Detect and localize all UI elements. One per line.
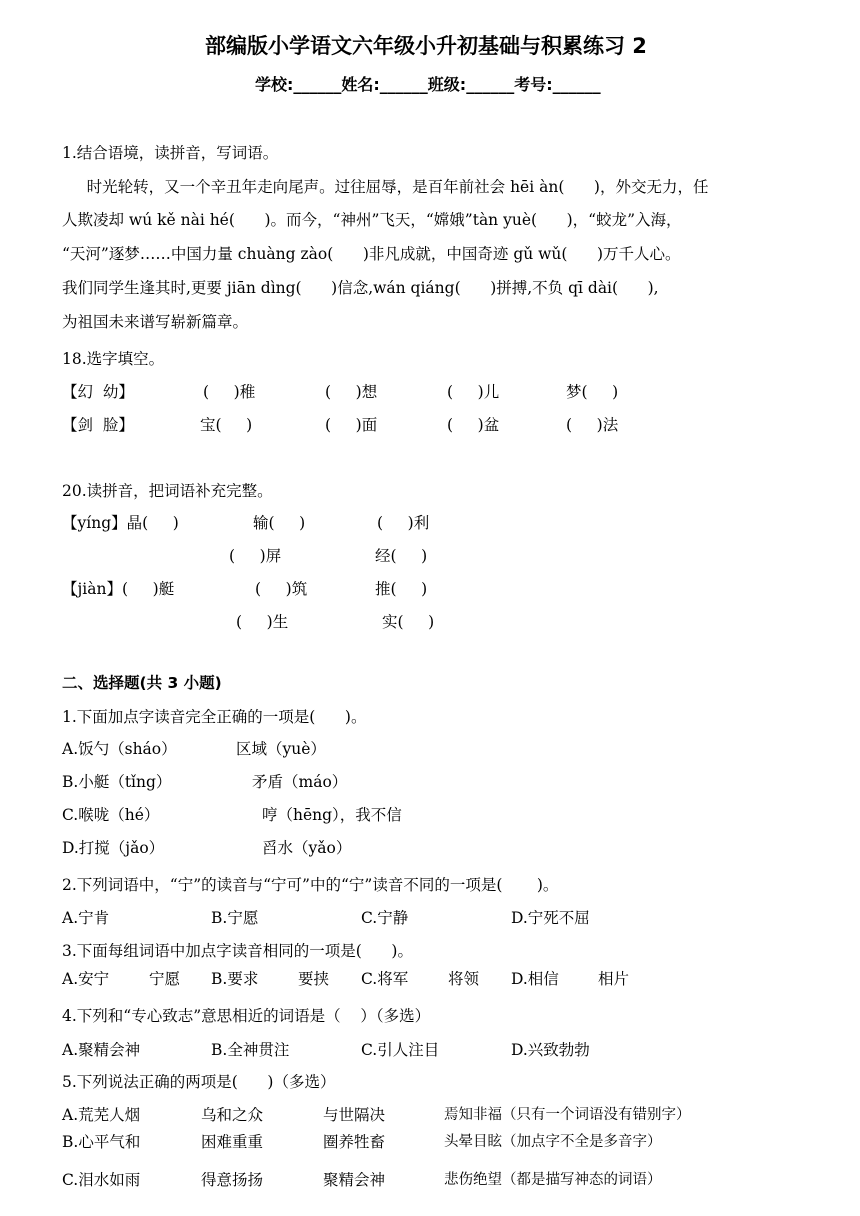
q18-blank: 梦( ) bbox=[566, 383, 619, 401]
q20-blank: 输( ) bbox=[253, 514, 306, 532]
q1-line-2: 人欺凌却 wú kě nài hé( )。而今，“神州”飞天，“嫦娥”tàn yuè( )，“蛟龙”入海， bbox=[62, 211, 682, 229]
s2-q2-stem: 2.下列词语中，“宁”的读音与“宁可”中的“宁”读音不同的一项是( )。 bbox=[62, 876, 559, 894]
s2-q1-option: 区域（yuè） bbox=[236, 740, 326, 758]
q1-line-5: 为祖国未来谱写崭新篇章。 bbox=[62, 313, 249, 331]
s2-q5-option: 乌和之众 bbox=[201, 1106, 264, 1124]
q20-blank: ( )生 bbox=[236, 613, 289, 631]
s2-q4-option: D.兴致勃勃 bbox=[511, 1041, 590, 1059]
s2-q5-option: 头晕目眩（加点字不全是多音字） bbox=[444, 1134, 662, 1150]
s2-q4-option: C.引人注目 bbox=[361, 1041, 440, 1059]
s2-q1-option: 舀水（yǎo） bbox=[262, 839, 352, 857]
s2-q5-option: 悲伤绝望（都是描写神态的词语） bbox=[444, 1172, 662, 1188]
s2-q2-option: C.宁静 bbox=[361, 909, 409, 927]
q20-blank: 实( ) bbox=[382, 613, 435, 631]
s2-q3-option: 相片 bbox=[598, 970, 630, 988]
q1-heading: 1.结合语境，读拼音，写词语。 bbox=[62, 144, 279, 162]
q1-line-3: “天河”逐梦……中国力量 chuàng zào( )非凡成就，中国奇迹 gǔ wǔ( )万千人心。 bbox=[62, 245, 681, 263]
s2-q5-option: 圈养牲畜 bbox=[323, 1133, 386, 1151]
s2-q3-option: 要挟 bbox=[298, 970, 330, 988]
s2-q4-option: B.全神贯注 bbox=[211, 1041, 290, 1059]
q18-group-1: 【幻 幼】 bbox=[62, 383, 134, 401]
q1-line-4: 我们同学生逢其时,更要 jiān dìng( )信念,wán qiáng( )拼搏,不负 qī dài( ), bbox=[62, 279, 659, 297]
q20-blank: ( )筑 bbox=[255, 580, 308, 598]
s2-q5-option: 与世隔决 bbox=[323, 1106, 386, 1124]
q1-line-1: 时光轮转，又一个辛丑年走向尾声。过往屈辱，是百年前社会 hēi àn( )，外交无力，任 bbox=[62, 178, 709, 196]
student-info-line: 学校:______姓名:______班级:______考号:______ bbox=[255, 75, 601, 94]
s2-q2-option: B.宁愿 bbox=[211, 909, 259, 927]
page-title: 部编版小学语文六年级小升初基础与积累练习 2 bbox=[205, 34, 647, 58]
s2-q1-option: A.饭勺（sháo） bbox=[62, 740, 177, 758]
s2-q2-option: D.宁死不屈 bbox=[511, 909, 590, 927]
q20-blank: 【yíng】晶( ) bbox=[62, 514, 179, 532]
s2-q5-option: 困难重重 bbox=[201, 1133, 264, 1151]
s2-q5-option: B.心平气和 bbox=[62, 1133, 141, 1151]
s2-q2-option: A.宁肯 bbox=[62, 909, 110, 927]
s2-q1-option: C.喉咙（hé） bbox=[62, 806, 160, 824]
q20-blank: 推( ) bbox=[375, 580, 428, 598]
q18-heading: 18.选字填空。 bbox=[62, 350, 165, 368]
s2-q3-option: 将领 bbox=[448, 970, 480, 988]
q18-blank: ( )面 bbox=[325, 416, 378, 434]
s2-q4-stem: 4.下列和“专心致志”意思相近的词语是（ ）（多选） bbox=[62, 1007, 431, 1025]
s2-q1-option: D.打搅（jǎo） bbox=[62, 839, 165, 857]
s2-q3-option: C.将军 bbox=[361, 970, 409, 988]
q20-blank: 【jiàn】( )艇 bbox=[62, 580, 175, 598]
q20-blank: ( )屏 bbox=[229, 547, 282, 565]
q18-blank: ( )盆 bbox=[447, 416, 500, 434]
s2-q1-option: B.小艇（tǐng） bbox=[62, 773, 172, 791]
s2-q1-option: 矛盾（máo） bbox=[252, 773, 348, 791]
s2-q3-stem: 3.下面每组词语中加点字读音相同的一项是( )。 bbox=[62, 942, 413, 960]
s2-q5-option: 聚精会神 bbox=[323, 1171, 386, 1189]
q18-blank: 宝( ) bbox=[200, 416, 253, 434]
q18-group-2: 【剑 脸】 bbox=[62, 416, 134, 434]
s2-q3-option: D.相信 bbox=[511, 970, 559, 988]
section-heading: 二、选择题(共 3 小题) bbox=[62, 674, 222, 692]
s2-q3-option: A.安宁 bbox=[62, 970, 110, 988]
s2-q5-option: C.泪水如雨 bbox=[62, 1171, 141, 1189]
q20-heading: 20.读拼音，把词语补充完整。 bbox=[62, 482, 273, 500]
s2-q5-option: 得意扬扬 bbox=[201, 1171, 264, 1189]
q18-blank: ( )儿 bbox=[447, 383, 500, 401]
q18-blank: ( )想 bbox=[325, 383, 378, 401]
q18-blank: ( )法 bbox=[566, 416, 619, 434]
s2-q5-option: A.荒芜人烟 bbox=[62, 1106, 141, 1124]
s2-q4-option: A.聚精会神 bbox=[62, 1041, 141, 1059]
q20-blank: ( )利 bbox=[377, 514, 430, 532]
s2-q1-option: 哼（hēng），我不信 bbox=[262, 806, 402, 824]
s2-q5-option: 焉知非福（只有一个词语没有错别字） bbox=[444, 1107, 691, 1123]
s2-q1-stem: 1.下面加点字读音完全正确的一项是( )。 bbox=[62, 708, 367, 726]
s2-q5-stem: 5.下列说法正确的两项是( )（多选） bbox=[62, 1073, 336, 1091]
s2-q3-option: 宁愿 bbox=[149, 970, 181, 988]
q20-blank: 经( ) bbox=[375, 547, 428, 565]
q18-blank: ( )稚 bbox=[203, 383, 256, 401]
s2-q3-option: B.要求 bbox=[211, 970, 259, 988]
